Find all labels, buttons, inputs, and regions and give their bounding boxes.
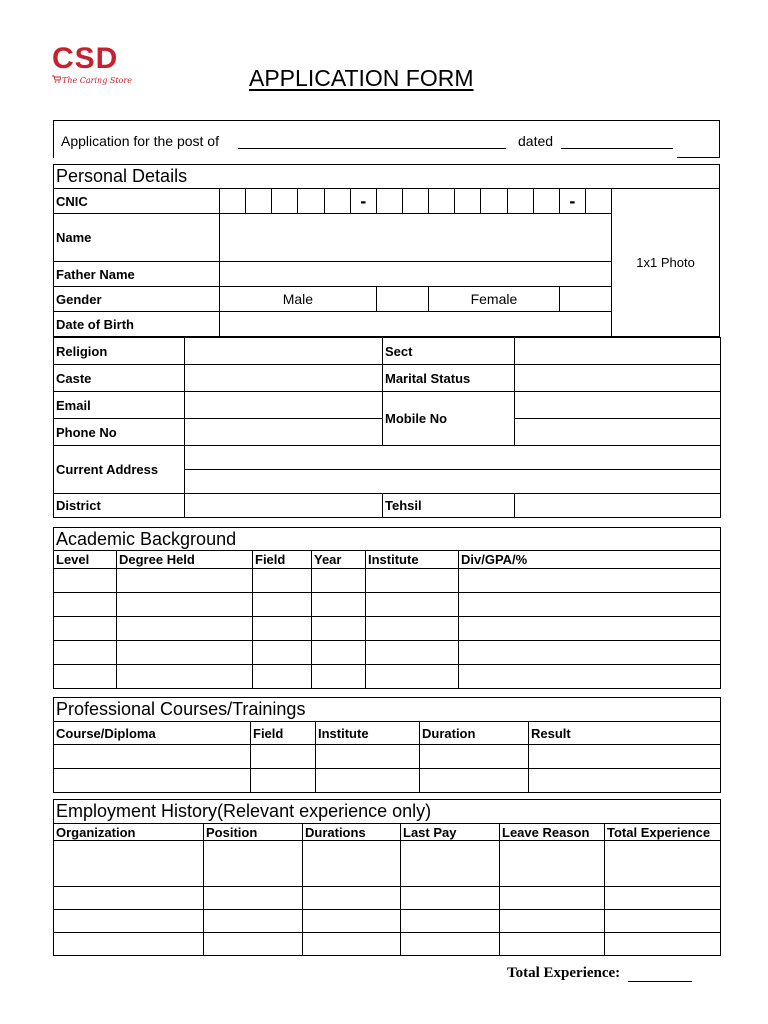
employment-row: [54, 887, 721, 910]
cart-icon: [52, 75, 61, 83]
courses-header-course: Course/Diploma: [54, 722, 251, 745]
caste-field[interactable]: [185, 365, 383, 392]
table-cell[interactable]: [459, 665, 721, 689]
table-cell[interactable]: [500, 887, 605, 910]
academic-header-field: Field: [253, 551, 312, 569]
csd-logo: [52, 44, 134, 88]
table-cell[interactable]: [251, 745, 316, 769]
cnic-box[interactable]: [246, 189, 272, 214]
gender-male-label: Male: [219, 287, 376, 312]
academic-header-gpa: Div/GPA/%: [459, 551, 721, 569]
gender-label: Gender: [54, 287, 220, 312]
table-cell[interactable]: [204, 887, 303, 910]
academic-row: [54, 665, 721, 689]
employment-header-leave-reason: Leave Reason: [500, 824, 605, 841]
dated-label: dated: [518, 133, 554, 149]
cnic-box[interactable]: [481, 189, 507, 214]
table-cell[interactable]: [117, 617, 253, 641]
gender-female-checkbox[interactable]: [559, 287, 611, 312]
address-label: Current Address: [54, 446, 185, 494]
sect-field[interactable]: [515, 338, 721, 365]
cnic-dash: -: [559, 189, 585, 214]
table-cell[interactable]: [253, 617, 312, 641]
email-field[interactable]: [185, 392, 383, 419]
employment-header-organization: Organization: [54, 824, 204, 841]
marital-status-label: Marital Status: [383, 365, 515, 392]
courses-title: Professional Courses/Trainings: [54, 698, 721, 722]
employment-row: [54, 933, 721, 956]
table-cell[interactable]: [500, 933, 605, 956]
table-cell[interactable]: [253, 641, 312, 665]
page-title: APPLICATION FORM: [249, 65, 474, 91]
table-cell[interactable]: [605, 841, 721, 887]
courses-row: [54, 769, 721, 793]
employment-header-last-pay: Last Pay: [401, 824, 500, 841]
table-cell[interactable]: [253, 569, 312, 593]
name-field[interactable]: [219, 214, 611, 262]
phone-label: Phone No: [54, 419, 185, 446]
academic-row: [54, 641, 721, 665]
total-experience-label: Total Experience:: [507, 965, 621, 981]
table-cell[interactable]: [459, 569, 721, 593]
academic-title: Academic Background: [54, 528, 721, 551]
employment-row: [54, 910, 721, 933]
employment-title: Employment History(Relevant experience only): [54, 800, 721, 824]
table-cell[interactable]: [312, 617, 366, 641]
table-cell[interactable]: [253, 665, 312, 689]
table-cell[interactable]: [204, 841, 303, 887]
table-cell[interactable]: [54, 933, 204, 956]
cnic-box[interactable]: [507, 189, 533, 214]
table-cell[interactable]: [401, 910, 500, 933]
table-cell[interactable]: [117, 593, 253, 617]
dob-label: Date of Birth: [54, 312, 220, 337]
table-cell[interactable]: [605, 887, 721, 910]
dob-field[interactable]: [219, 312, 611, 337]
table-cell[interactable]: [312, 569, 366, 593]
cnic-box[interactable]: [429, 189, 455, 214]
phone-field[interactable]: [185, 419, 383, 446]
academic-row: [54, 617, 721, 641]
table-cell[interactable]: [253, 593, 312, 617]
post-box-corner-line: [677, 157, 720, 158]
sect-label: Sect: [383, 338, 515, 365]
table-cell[interactable]: [316, 745, 420, 769]
table-cell[interactable]: [312, 641, 366, 665]
table-cell[interactable]: [401, 887, 500, 910]
table-cell[interactable]: [54, 745, 251, 769]
courses-header-institute: Institute: [316, 722, 420, 745]
table-cell[interactable]: [54, 841, 204, 887]
table-cell[interactable]: [366, 665, 459, 689]
cnic-box[interactable]: [402, 189, 428, 214]
personal-details-title: Personal Details: [54, 165, 720, 189]
table-cell[interactable]: [401, 841, 500, 887]
cnic-box[interactable]: [533, 189, 559, 214]
mobile-label: Mobile No: [383, 392, 515, 446]
gender-female-label: Female: [429, 287, 560, 312]
table-cell[interactable]: [204, 910, 303, 933]
table-cell[interactable]: [303, 887, 401, 910]
table-cell[interactable]: [529, 769, 721, 793]
table-cell[interactable]: [605, 933, 721, 956]
table-cell[interactable]: [303, 841, 401, 887]
table-cell[interactable]: [312, 593, 366, 617]
courses-header-duration: Duration: [420, 722, 529, 745]
table-cell[interactable]: [303, 933, 401, 956]
table-cell[interactable]: [401, 933, 500, 956]
table-cell[interactable]: [366, 569, 459, 593]
name-label: Name: [54, 214, 220, 262]
cnic-box[interactable]: [219, 189, 245, 214]
table-cell[interactable]: [54, 641, 117, 665]
table-cell[interactable]: [500, 841, 605, 887]
cnic-box[interactable]: [455, 189, 481, 214]
marital-status-field[interactable]: [515, 365, 721, 392]
table-cell[interactable]: [54, 617, 117, 641]
academic-row: [54, 569, 721, 593]
cnic-box[interactable]: [376, 189, 402, 214]
email-label: Email: [54, 392, 185, 419]
cnic-box[interactable]: [298, 189, 324, 214]
table-cell[interactable]: [366, 593, 459, 617]
table-cell[interactable]: [54, 569, 117, 593]
post-label: Application for the post of: [61, 133, 219, 149]
logo-tagline: The Caring Store: [62, 76, 132, 85]
academic-table: [53, 527, 721, 689]
table-cell[interactable]: [459, 617, 721, 641]
religion-label: Religion: [54, 338, 185, 365]
address-field-line-2[interactable]: [185, 470, 721, 494]
table-cell[interactable]: [204, 933, 303, 956]
academic-header-institute: Institute: [366, 551, 459, 569]
table-cell[interactable]: [420, 745, 529, 769]
table-cell[interactable]: [366, 641, 459, 665]
dated-input-line[interactable]: [561, 148, 673, 149]
address-field-line-1[interactable]: [185, 446, 721, 470]
table-cell[interactable]: [366, 617, 459, 641]
caste-label: Caste: [54, 365, 185, 392]
table-cell[interactable]: [420, 769, 529, 793]
table-cell[interactable]: [54, 769, 251, 793]
total-experience-input-line[interactable]: [628, 981, 692, 982]
tehsil-field[interactable]: [515, 494, 721, 518]
table-cell[interactable]: [312, 665, 366, 689]
father-name-label: Father Name: [54, 262, 220, 287]
cnic-dash: -: [350, 189, 376, 214]
religion-field[interactable]: [185, 338, 383, 365]
academic-row: [54, 593, 721, 617]
table-cell[interactable]: [529, 745, 721, 769]
academic-header-year: Year: [312, 551, 366, 569]
table-cell[interactable]: [459, 593, 721, 617]
table-cell[interactable]: [117, 569, 253, 593]
table-cell[interactable]: [316, 769, 420, 793]
courses-header-field: Field: [251, 722, 316, 745]
tehsil-label: Tehsil: [383, 494, 515, 518]
table-cell[interactable]: [117, 665, 253, 689]
courses-header-result: Result: [529, 722, 721, 745]
mobile-field-2[interactable]: [515, 419, 721, 446]
personal-details-table: [53, 164, 720, 337]
table-cell[interactable]: [54, 593, 117, 617]
cnic-box[interactable]: [324, 189, 350, 214]
table-cell[interactable]: [54, 665, 117, 689]
table-cell[interactable]: [251, 769, 316, 793]
cnic-label: CNIC: [54, 189, 220, 214]
employment-header-durations: Durations: [303, 824, 401, 841]
academic-header-level: Level: [54, 551, 117, 569]
table-cell[interactable]: [54, 887, 204, 910]
employment-row: [54, 841, 721, 887]
table-cell[interactable]: [459, 641, 721, 665]
academic-header-degree: Degree Held: [117, 551, 253, 569]
post-input-line[interactable]: [238, 148, 506, 149]
mobile-field[interactable]: [515, 392, 721, 419]
courses-row: [54, 745, 721, 769]
employment-table: [53, 799, 721, 956]
table-cell[interactable]: [500, 910, 605, 933]
courses-table: [53, 697, 721, 793]
gender-male-checkbox[interactable]: [376, 287, 428, 312]
cnic-box[interactable]: [585, 189, 611, 214]
district-label: District: [54, 494, 185, 518]
table-cell[interactable]: [117, 641, 253, 665]
personal-contact-table: [53, 337, 721, 518]
employment-header-total-experience: Total Experience: [605, 824, 721, 841]
cnic-box[interactable]: [272, 189, 298, 214]
logo-name: CSD: [52, 42, 119, 75]
table-cell[interactable]: [605, 910, 721, 933]
father-name-field[interactable]: [219, 262, 611, 287]
employment-header-position: Position: [204, 824, 303, 841]
table-cell[interactable]: [54, 910, 204, 933]
district-field[interactable]: [185, 494, 383, 518]
photo-box[interactable]: 1x1 Photo: [612, 189, 720, 337]
table-cell[interactable]: [303, 910, 401, 933]
